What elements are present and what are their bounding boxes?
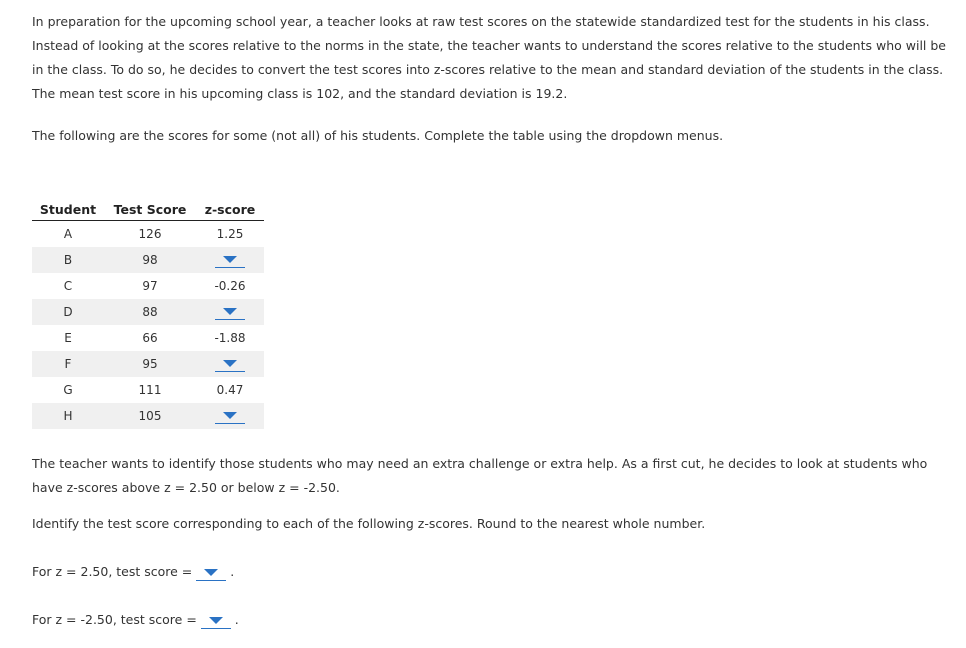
test-score-dropdown-negative[interactable]	[201, 613, 231, 629]
score-cell: 126	[138, 227, 162, 241]
problem-intro: In preparation for the upcoming school year, a teacher looks at raw test scores on the statewide standardized test for the students in his class. Instead of looking at the scores relative to the norms in the state, the teacher wants to understand the scores relative to the students who will be in the class. To do so, he decides to convert the test scores into z-scores relative to the mean and standard deviation of the students in the class. The mean test score in his upcoming class is 102, and the standard deviation is 19.2.	[32, 14, 946, 101]
student-cell: G	[63, 383, 73, 397]
student-cell: B	[32, 247, 104, 273]
chevron-down-icon	[223, 256, 237, 263]
table-row	[32, 273, 264, 299]
chevron-down-icon	[204, 569, 218, 576]
test-score-dropdown-positive[interactable]	[196, 565, 226, 581]
question-label: For z = -2.50, test score =	[32, 612, 197, 627]
z-score-cell: -1.88	[214, 331, 246, 345]
table-row	[32, 221, 264, 248]
header-z-score: z-score	[196, 198, 264, 221]
z-score-dropdown-b[interactable]	[215, 252, 245, 268]
identify-instruction: Identify the test score corresponding to each of the following z-scores. Round to the nearest whole number.	[32, 516, 706, 531]
table-header-row	[32, 198, 264, 221]
table-row	[32, 351, 264, 377]
question-suffix: .	[230, 564, 235, 579]
chevron-down-icon	[223, 360, 237, 367]
student-cell: F	[32, 351, 104, 377]
table-row	[32, 377, 264, 403]
question-suffix: .	[234, 612, 239, 627]
score-cell: 95	[104, 351, 196, 377]
table-row	[32, 247, 264, 273]
header-student: Student	[32, 198, 104, 221]
z-score-dropdown-h[interactable]	[215, 408, 245, 424]
student-cell: D	[32, 299, 104, 325]
z-score-dropdown-d[interactable]	[215, 304, 245, 320]
chevron-down-icon	[223, 308, 237, 315]
z-score-cell	[196, 403, 264, 429]
z-score-cell: -0.26	[214, 279, 246, 293]
student-cell: H	[32, 403, 104, 429]
z-score-cell: 0.47	[216, 383, 244, 397]
z-score-cell	[196, 299, 264, 325]
chevron-down-icon	[223, 412, 237, 419]
score-cell: 105	[104, 403, 196, 429]
table-row	[32, 325, 264, 351]
table-row	[32, 403, 264, 429]
z-score-cell	[196, 247, 264, 273]
z-score-cell	[196, 351, 264, 377]
z-score-cell: 1.25	[216, 227, 244, 241]
student-cell: A	[63, 227, 73, 241]
z-score-dropdown-f[interactable]	[215, 356, 245, 372]
table-instruction: The following are the scores for some (not all) of his students. Complete the table using the dropdown menus.	[32, 128, 724, 143]
chevron-down-icon	[209, 617, 223, 624]
question-z-negative	[32, 610, 239, 630]
score-cell: 66	[142, 331, 158, 345]
student-cell: E	[64, 331, 72, 345]
score-cell: 111	[138, 383, 162, 397]
question-z-positive	[32, 562, 234, 582]
score-cell: 98	[104, 247, 196, 273]
header-test-score: Test Score	[104, 198, 196, 221]
score-cell: 97	[142, 279, 158, 293]
score-cell: 88	[104, 299, 196, 325]
scores-table	[32, 198, 264, 429]
student-cell: C	[63, 279, 73, 293]
question-label: For z = 2.50, test score =	[32, 564, 193, 579]
followup-text: The teacher wants to identify those students who may need an extra challenge or extra help. As a first cut, he decides to look at students who have z-scores above z = 2.50 or below z = -2.50.	[32, 456, 928, 495]
table-row	[32, 299, 264, 325]
